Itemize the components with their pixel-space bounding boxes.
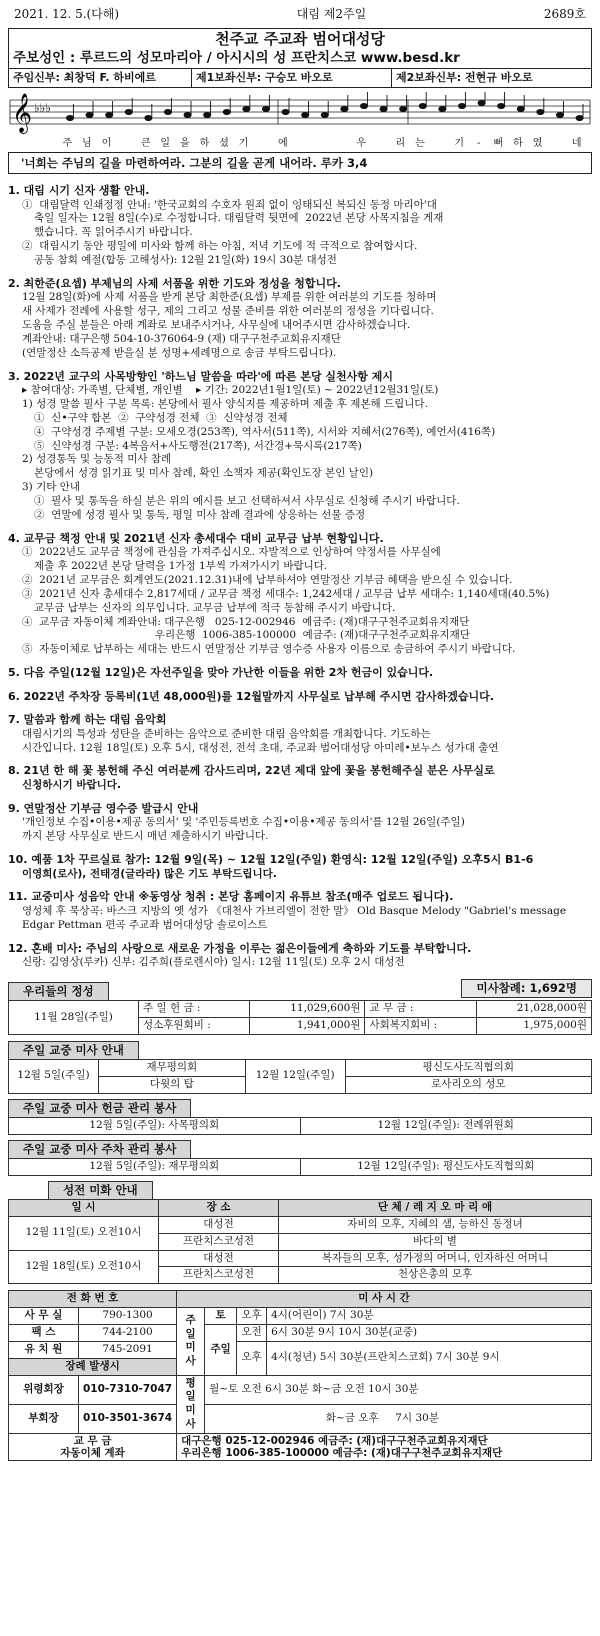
cleaning-place-2a: 대성전 bbox=[159, 1250, 279, 1267]
note-head bbox=[164, 109, 171, 114]
cleaning-date-2: 12월 18일(토) 오전10시 bbox=[9, 1250, 159, 1284]
notice-title: 2. 최한준(요셉) 부제님의 사제 서품을 위한 기도와 정성을 청합니다. bbox=[8, 276, 341, 290]
note-head bbox=[537, 109, 544, 114]
weekday-times-2: 화~금 오후 7시 30분 bbox=[205, 1404, 592, 1433]
notice-line: 3) 기타 안내 bbox=[22, 481, 81, 494]
masstimes-title: 미 사 시 간 bbox=[177, 1291, 592, 1308]
sunday-collection-value: 11,029,600원 bbox=[250, 1001, 365, 1018]
collection-table bbox=[8, 1117, 592, 1135]
notice-8 bbox=[8, 764, 592, 792]
notice-3 bbox=[8, 370, 592, 523]
notice-title: 6. 2022년 주차장 등록비(1년 48,000원)를 12월말까지 사무실로 납부해 주시면 감사하겠습니다. bbox=[8, 689, 494, 703]
note-head bbox=[66, 115, 73, 120]
note-head bbox=[439, 106, 446, 111]
notice-5 bbox=[8, 666, 592, 681]
note-head bbox=[400, 106, 407, 111]
collection-right: 12월 12일(주일): 전례위원회 bbox=[300, 1117, 592, 1134]
notice-line: ① 대림달력 인쇄정정 안내: '한국교회의 수호자 원죄 없이 잉태되신 복되신 동정 마리아'대 bbox=[22, 198, 437, 211]
collection-tab: 주일 교중 미사 헌금 관리 봉사 bbox=[8, 1099, 191, 1117]
notice-4 bbox=[8, 532, 592, 657]
note-head bbox=[498, 103, 505, 108]
notice-title: 11. 교중미사 성음악 안내 ※동영상 청취 : 본당 홈페이지 유튜브 참조(매주 업로드 됩니다). bbox=[8, 890, 454, 904]
sunday-pm-times: 4시(청년) 5시 30분(프란치스코회) 7시 30분 9시 bbox=[267, 1341, 592, 1375]
lyric-syllable: 하 bbox=[513, 137, 524, 149]
notice-line: 신랑: 김영상(루카) 신부: 김주희(플로렌시아) 일시: 12월 11일(토) 오후 2시 대성전 bbox=[22, 956, 405, 969]
lyric-syllable: 하 bbox=[199, 137, 211, 149]
autopay-accounts bbox=[177, 1434, 592, 1461]
church-name: 천주교 주교좌 범어대성당 bbox=[215, 30, 385, 48]
liturgy-week: 대림 제2주일 bbox=[296, 7, 367, 22]
priests-row bbox=[9, 68, 591, 87]
notice-line: 본당에서 성경 읽기표 및 미사 참례, 확인 소책자 제공(확인도장 본인 날인) bbox=[34, 467, 374, 480]
autopay-account-1: 대구은행 025-12-002946 예금주: (재)대구구천주교회유지재단 bbox=[181, 1435, 488, 1448]
kindergarten-phone: 745-2091 bbox=[79, 1341, 177, 1358]
cleaning-place-2b: 프란치스코성전 bbox=[159, 1267, 279, 1284]
weekday-mass-label: 평일 미사 bbox=[177, 1375, 205, 1433]
note-head bbox=[517, 106, 524, 111]
church-dues-label: 교 무 금 : bbox=[365, 1001, 476, 1018]
lyric-syllable: 였 bbox=[532, 137, 544, 149]
sunday-pm-label: 오후 bbox=[237, 1341, 267, 1375]
note-head bbox=[125, 109, 132, 114]
lyric-syllable: 리 bbox=[395, 137, 407, 149]
saturday-pm-label: 오후 bbox=[237, 1308, 267, 1325]
vocation-support-value: 1,941,000원 bbox=[250, 1018, 365, 1035]
note-head bbox=[321, 112, 328, 117]
mass-guide-group-1a: 재무평의회 bbox=[99, 1060, 246, 1077]
social-welfare-label: 사회복지회비 : bbox=[365, 1018, 476, 1035]
mass-attendance: 미사참례: 1,692명 bbox=[461, 979, 592, 998]
note-head bbox=[478, 100, 485, 105]
lyric-syllable: 을 bbox=[180, 137, 191, 149]
lyric-syllable: 기 bbox=[454, 137, 465, 149]
header-box bbox=[8, 28, 592, 88]
funeral-chair-phone: 010-7310-7047 bbox=[79, 1375, 177, 1404]
mass-guide-tab: 주일 교중 미사 안내 bbox=[8, 1041, 139, 1059]
saturday-pm-times: 4시(어린이) 7시 30분 bbox=[267, 1308, 592, 1325]
collection-left: 12월 5일(주일): 사목평의회 bbox=[9, 1117, 301, 1134]
notice-11 bbox=[8, 890, 592, 932]
lyric-syllable: 님 bbox=[82, 137, 93, 149]
notice-line: 축일 일자는 12월 8일(수)로 수정합니다. 대림달력 뒷면에 2022년 본당 사목지침을 게재 bbox=[34, 212, 444, 225]
note-head bbox=[458, 103, 465, 108]
notice-line: ② 연말에 성경 필사 및 통독, 평일 미사 참례 결과에 상응하는 선물 증정 bbox=[34, 508, 366, 521]
note-head bbox=[360, 103, 367, 108]
lyric-syllable: 일 bbox=[160, 137, 172, 149]
notice-line: (연말정산 소득공제 받을실 분 성명+세례명으로 송금 부탁드립니다). bbox=[22, 346, 337, 359]
cleaning-section bbox=[8, 1181, 592, 1284]
notice-title: 8. 21년 한 해 꽃 봉헌해 주신 여러분께 감사드리며, 22년 제대 앞에 꽃을 봉헌해주실 분은 사무실로 bbox=[8, 764, 495, 778]
office-label: 사 무 실 bbox=[9, 1308, 79, 1325]
notice-line: 우리은행 1006-385-100000 예금주: (재)대구구천주교회유지재단 bbox=[48, 629, 470, 642]
notice-line: ③ 2021년 신자 총세대수 2,817세대 / 교무금 책정 세대수: 1,242세대 / 교무금 납부 세대수: 1,140세대(40.5%) bbox=[22, 587, 550, 600]
lyric-syllable bbox=[117, 137, 137, 150]
cleaning-header-date: 일 시 bbox=[9, 1200, 159, 1217]
cleaning-place-1a: 대성전 bbox=[159, 1216, 279, 1233]
lyric-syllable bbox=[254, 137, 274, 150]
lyric-syllable: 주 bbox=[62, 137, 74, 149]
cleaning-header-place: 장 소 bbox=[159, 1200, 279, 1217]
notice-line: 신청하시기 바랍니다. bbox=[22, 778, 121, 791]
note-head bbox=[282, 109, 289, 114]
autopay-account-2: 우리은행 1006-385-100000 예금주: (재)대구구천주교회유지재단 bbox=[181, 1447, 503, 1460]
fax-label: 팩 스 bbox=[9, 1325, 79, 1342]
weekday-times-1: 월~토 오전 6시 30분 화~금 오전 10시 30분 bbox=[205, 1375, 592, 1404]
cleaning-tab: 성전 미화 안내 bbox=[48, 1181, 153, 1199]
notice-line: ① 필사 및 통독을 하실 분은 위의 예시를 보고 선택하셔서 사무실로 신청해 주시기 바랍니다. bbox=[34, 495, 460, 508]
lyric-syllable bbox=[332, 137, 352, 150]
mass-guide-group-2b: 로사리오의 성모 bbox=[345, 1076, 591, 1093]
gospel-quote: '너희는 주님의 길을 마련하여라. 그분의 길을 곧게 내어라. 루카 3,4 bbox=[8, 152, 592, 174]
svg-text:𝄞: 𝄞 bbox=[12, 93, 33, 133]
lyric-syllable bbox=[548, 137, 568, 150]
note-head bbox=[204, 112, 211, 117]
cleaning-group-2a: 복자들의 모후, 성가정의 어머니, 인자하신 어머니 bbox=[279, 1250, 592, 1267]
sunday-label: 주일 bbox=[205, 1325, 237, 1376]
mass-guide-date-2: 12월 12일(주일) bbox=[245, 1060, 345, 1094]
notice-line: 했습니다. 꼭 읽어주시기 바랍니다. bbox=[34, 226, 193, 239]
notice-12 bbox=[8, 942, 592, 970]
issue-number: 2689호 bbox=[543, 7, 586, 22]
lyric-syllable: 뻐 bbox=[493, 137, 505, 149]
notice-line: 계좌안내: 대구은행 504-10-376064-9 (재) 대구구천주교회유지재단 bbox=[22, 332, 341, 345]
church-dues-value: 21,028,000원 bbox=[476, 1001, 591, 1018]
notice-line: ② 대림시기 동안 평일에 미사와 함께 하는 아침, 저녁 기도에 적 극적으로 참여합시다. bbox=[22, 240, 418, 253]
social-welfare-value: 1,975,000원 bbox=[476, 1018, 591, 1035]
sunday-am-times: 6시 30분 9시 10시 30분(교중) bbox=[267, 1325, 592, 1342]
notice-line: ⑤ 신약성경 구분: 4복음서+사도행전(217쪽), 서간경+묵시록(217쪽) bbox=[34, 439, 362, 452]
notice-9 bbox=[8, 802, 592, 844]
notice-1 bbox=[8, 184, 592, 268]
notice-title: 7. 말씀과 함께 하는 대림 음악회 bbox=[8, 713, 167, 727]
mass-guide-date-1: 12월 5일(주일) bbox=[9, 1060, 99, 1094]
notice-title: 9. 연말정산 기부금 영수증 발급시 안내 bbox=[8, 801, 199, 815]
notice-title: 12. 혼배 미사: 주님의 사랑으로 새로운 가정을 이루는 젊은이들에게 축하와 기도를 부탁합니다. bbox=[8, 941, 472, 955]
offering-date: 11월 28일(주일) bbox=[9, 1001, 139, 1035]
notice-line: Edgar Pettman 편곡 주교좌 범어대성당 솔로이스트 bbox=[22, 918, 268, 931]
fax-number: 744-2100 bbox=[79, 1325, 177, 1342]
notice-title: 1. 대림 시기 신자 생활 안내. bbox=[8, 184, 150, 197]
funeral-vice-label: 부회장 bbox=[9, 1404, 79, 1433]
note-head bbox=[223, 109, 230, 114]
notice-line: 교무금 납부는 신자의 의무입니다. 교무금 납부에 적극 동참해 주시기 바랍니다. bbox=[34, 601, 396, 614]
sunday-mass-label: 주일 미사 bbox=[177, 1308, 205, 1375]
note-head bbox=[262, 106, 269, 111]
vocation-support-label: 성소후원회비 : bbox=[139, 1018, 250, 1035]
notice-line: 새 사제가 전례에 사용할 성구, 제의 그리고 성물 준비를 위한 여러분의 정성을 기다립니다. bbox=[22, 305, 434, 318]
funeral-chair-label: 위령회장 bbox=[9, 1375, 79, 1404]
top-line bbox=[8, 4, 592, 26]
collection-section bbox=[8, 1099, 592, 1135]
lyric-syllable: 우 bbox=[356, 137, 368, 149]
notice-line: '개인정보 수집•이용•제공 동의서' 및 '주민등록번호 수집•이용•제공 동의서'를 12월 26일(주일) bbox=[22, 816, 465, 829]
note-head bbox=[302, 112, 309, 117]
notice-line: 1) 성경 말씀 필사 구분 목록: 본당에서 필사 양식지를 제공하며 제출 후 제본해 드립니다. bbox=[22, 398, 428, 410]
notice-line: ② 2021년 교무금은 회계연도(2021.12.31)내에 납부하셔야 연말정산 기부금 혜택을 받으실 수 있습니다. bbox=[22, 573, 513, 586]
lyric-syllable: 이 bbox=[101, 137, 113, 149]
notice-title: 3. 2022년 교구의 사목방향인 '하느님 말씀을 따라'에 따른 본당 실천사항 제시 bbox=[8, 369, 394, 383]
mass-guide-group-2a: 평신도사도직협의회 bbox=[345, 1060, 591, 1077]
notice-line: 2) 성경통독 및 능동적 미사 참례 bbox=[22, 453, 172, 466]
notice-title: 10. 예품 1차 꾸르실료 참가: 12월 9일(목) ~ 12월 12일(주일) 환영식: 12월 12일(주일) 오후5시 B1-6 bbox=[8, 853, 534, 866]
second-assistant: 제2보좌신부: 전현규 바오로 bbox=[391, 69, 591, 87]
note-head bbox=[145, 115, 152, 120]
note-head bbox=[556, 112, 563, 117]
lyric-syllable: 는 bbox=[415, 137, 426, 149]
notice-line: 도움을 주실 분들은 아래 계좌로 보내주시거나, 사무실에 내어주시면 감사하겠습니다. bbox=[22, 319, 411, 332]
lyric-syllable: 기 bbox=[238, 137, 250, 149]
svg-text:♭♭♭: ♭♭♭ bbox=[34, 101, 51, 115]
lyric-syllable: 네 bbox=[571, 137, 583, 149]
cleaning-group-1a: 자비의 모후, 지혜의 샘, 능하신 동정녀 bbox=[279, 1216, 592, 1233]
offering-section bbox=[8, 979, 592, 1035]
saturday-label: 토 bbox=[205, 1308, 237, 1325]
notice-title: 5. 다음 주일(12월 12일)은 자선주일을 맞아 가난한 이들을 위한 2차 헌금이 있습니다. bbox=[8, 666, 434, 680]
mass-guide-section bbox=[8, 1041, 592, 1094]
sunday-collection-label: 주 일 헌 금 : bbox=[139, 1001, 250, 1018]
notice-line: 까지 본당 사무실로 반드시 매년 제출하시기 바랍니다. bbox=[22, 830, 269, 843]
office-phone: 790-1300 bbox=[79, 1308, 177, 1325]
note-head bbox=[341, 106, 348, 111]
notice-line: ① 신•구약 합본 ② 구약성경 전체 ③ 신약성경 전체 bbox=[34, 411, 288, 424]
cleaning-place-1b: 프란치스코성전 bbox=[159, 1233, 279, 1250]
offering-tab: 우리들의 정성 bbox=[8, 982, 109, 1000]
lyric-syllable: - bbox=[477, 137, 482, 149]
note-head bbox=[184, 112, 191, 117]
lyric-syllable: 큰 bbox=[140, 137, 152, 149]
notice-line: 대림시기의 특성과 성탄을 준비하는 음악으로 준비한 대림 음악회를 개최합니다. 기도하는 bbox=[22, 727, 431, 740]
kindergarten-label: 유 치 원 bbox=[9, 1341, 79, 1358]
lyric-syllable bbox=[372, 137, 392, 150]
notice-line: 제출 후 2022년 본당 달력을 1가정 1부씩 가져가시기 바랍니다. bbox=[34, 560, 328, 573]
issue-date: 2021. 12. 5.(다해) bbox=[14, 7, 120, 22]
parking-table bbox=[8, 1158, 592, 1176]
notice-7 bbox=[8, 713, 592, 755]
lyric-syllable bbox=[293, 137, 313, 150]
notices bbox=[8, 184, 592, 970]
offering-table bbox=[8, 1000, 592, 1035]
cleaning-group-1b: 바다의 별 bbox=[279, 1233, 592, 1250]
parking-left: 12월 5일(주일): 재무평의회 bbox=[9, 1158, 301, 1175]
notice-line: 영성체 후 묵상곡: 바스크 지방의 옛 성가 《대천사 가브리엘이 전한 말》 Old Basque Melody "Gabriel's message bbox=[22, 904, 567, 917]
autopay-label bbox=[9, 1434, 177, 1461]
mass-guide-table bbox=[8, 1059, 592, 1094]
staff-icon bbox=[8, 92, 592, 136]
notice-line: 12월 28일(화)에 사제 서품을 받게 본당 최한준(요셉) 부제를 위한 여러분의 기도를 청하며 bbox=[22, 291, 437, 304]
first-assistant: 제1보좌신부: 구승모 바오로 bbox=[191, 69, 391, 87]
parking-tab: 주일 교중 미사 주차 관리 봉사 bbox=[8, 1140, 191, 1158]
lyric-syllable bbox=[313, 137, 333, 150]
funeral-title: 장례 발생시 bbox=[9, 1358, 177, 1375]
notice-line: 이영희(로사), 전태경(글라라) 많은 기도 부탁드립니다. bbox=[22, 867, 277, 880]
parking-section bbox=[8, 1140, 592, 1176]
note-head bbox=[86, 112, 93, 117]
cleaning-date-1: 12월 11일(토) 오전10시 bbox=[9, 1216, 159, 1250]
cleaning-table bbox=[8, 1199, 592, 1284]
notice-title: 4. 교무금 책정 안내 및 2021년 신자 총세대수 대비 교무금 납부 현황입니다. bbox=[8, 531, 384, 545]
notice-line: ④ 구약성경 주제별 구분: 모세오경(253쪽), 역사서(511쪽), 시서와 지혜서(276쪽), 예언서(416쪽) bbox=[34, 425, 496, 438]
score-lyrics bbox=[58, 137, 588, 150]
patron-saints: 주보성인 : 루르드의 성모마리아 / 아시시의 성 프란치스코 www.besd.kr bbox=[13, 50, 460, 66]
lyric-syllable: 에 bbox=[277, 137, 289, 149]
note-head bbox=[419, 103, 426, 108]
note-head bbox=[380, 106, 387, 111]
cleaning-group-2b: 천상은총의 모후 bbox=[279, 1267, 592, 1284]
note-head bbox=[576, 115, 583, 120]
note-head bbox=[243, 106, 250, 111]
notice-line: 공동 참회 예절(합동 고해성사): 12월 21일(화) 19시 30분 대성전 bbox=[34, 253, 337, 266]
lyric-syllable: 셨 bbox=[219, 137, 230, 149]
sunday-am-label: 오전 bbox=[237, 1325, 267, 1342]
pastor: 주임신부: 최창덕 F. 하비에르 bbox=[13, 71, 156, 84]
phones-title: 전 화 번 호 bbox=[9, 1291, 177, 1308]
notice-2 bbox=[8, 277, 592, 361]
mass-guide-group-1b: 다윗의 탑 bbox=[99, 1076, 246, 1093]
music-score bbox=[8, 92, 592, 150]
notice-line: ④ 교무금 자동이체 계좌안내: 대구은행 025-12-002946 예금주: (재)대구구천주교회유지재단 bbox=[22, 615, 470, 628]
lyric-syllable bbox=[430, 137, 450, 150]
parking-right: 12월 12일(주일): 평신도사도직협의회 bbox=[300, 1158, 592, 1175]
notice-10 bbox=[8, 853, 592, 881]
notice-line: 시간입니다. 12월 18일(토) 오후 5시, 대성전, 전석 초대, 주교좌 범어대성당 아미레•보누스 성가대 출연 bbox=[22, 741, 499, 754]
notice-6 bbox=[8, 690, 592, 705]
notice-line: ▸ 참여대상: 가족별, 단체별, 개인별 ▸ 기간: 2022년1월1일(토) ~ 2022년12월31일(토) bbox=[22, 384, 439, 397]
autopay-label-2: 자동이체 계좌 bbox=[60, 1447, 125, 1460]
contact-masstimes-table bbox=[8, 1290, 592, 1461]
funeral-vice-phone: 010-3501-3674 bbox=[79, 1404, 177, 1433]
note-head bbox=[106, 112, 113, 117]
autopay-label-1: 교 무 금 bbox=[73, 1435, 112, 1448]
notice-line: ⑤ 자동이체로 납부하는 세대는 반드시 연말정산 기부금 영수증 사용자 이름으로 송금하여 주시기 바랍니다. bbox=[22, 643, 516, 656]
notice-line: ① 2022년도 교무금 책정에 관심을 가져주십시오. 자발적으로 인상하여 약정서를 사무실에 bbox=[22, 546, 441, 559]
cleaning-header-group: 단 체 / 레 지 오 마 리 애 bbox=[279, 1200, 592, 1217]
